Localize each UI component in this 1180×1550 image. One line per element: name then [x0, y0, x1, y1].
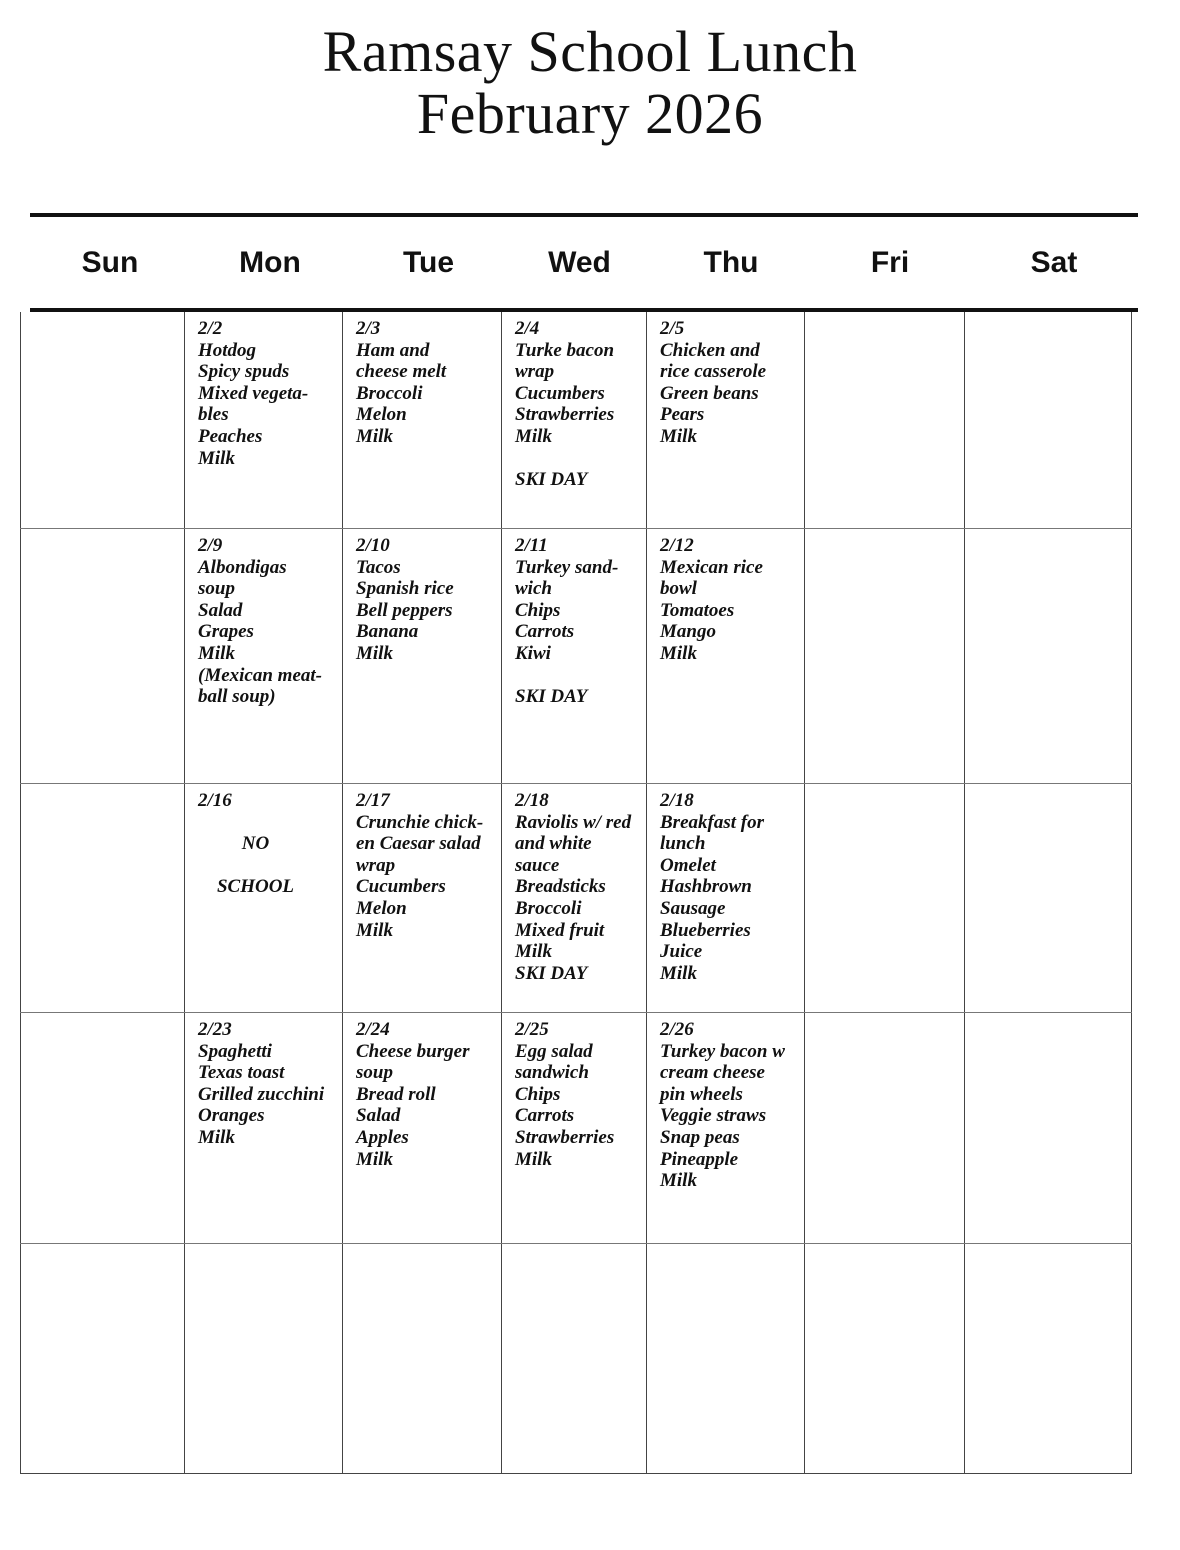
menu-item: bles	[198, 404, 229, 426]
grid-line	[646, 312, 647, 1474]
cell-date: 2/18	[515, 790, 549, 811]
day-header-sat: Sat	[1030, 246, 1078, 279]
cell-date: 2/9	[198, 535, 223, 556]
menu-item: Snap peas	[660, 1126, 740, 1148]
menu-item: Raviolis w/ red	[515, 811, 632, 833]
day-cell-2-2	[186, 312, 342, 528]
menu-item: Chips	[515, 599, 561, 621]
menu-item: Salad	[356, 1105, 401, 1127]
menu-item: Cucumbers	[356, 876, 446, 898]
grid-line	[342, 312, 343, 1474]
page-subtitle-month: February 2026	[416, 81, 764, 146]
day-cell-2-17	[344, 784, 501, 1012]
header-rule-top	[30, 213, 1138, 217]
menu-item: soup	[198, 578, 235, 600]
cell-date: 2/26	[660, 1019, 694, 1040]
menu-item: Turkey bacon w	[660, 1040, 785, 1062]
blank-line	[515, 665, 646, 687]
menu-item: Albondigas	[198, 556, 287, 578]
calendar-grid	[20, 312, 1132, 1474]
menu-item: Chips	[515, 1083, 561, 1105]
menu-item-note: ball soup)	[198, 686, 276, 708]
cell-date: 2/18	[660, 790, 694, 811]
cell-date: 2/5	[660, 318, 685, 339]
menu-item: Milk	[356, 642, 393, 664]
menu-item: Veggie straws	[660, 1105, 767, 1127]
day-header-tue: Tue	[402, 246, 455, 279]
menu-item: wich	[515, 578, 552, 600]
menu-item: cream cheese	[660, 1062, 765, 1084]
day-cell-2-24	[344, 1013, 501, 1243]
menu-item: Carrots	[515, 1105, 575, 1127]
menu-item: Salad	[198, 599, 243, 621]
cell-date: 2/10	[356, 535, 390, 556]
menu-item: Hotdog	[198, 339, 257, 361]
menu-item: Cucumbers	[515, 382, 605, 404]
menu-item: bowl	[660, 578, 697, 600]
grid-line	[964, 312, 965, 1474]
menu-item: Banana	[356, 621, 419, 643]
menu-item: Bread roll	[356, 1083, 436, 1105]
cell-date: 2/3	[356, 318, 381, 339]
menu-item: Broccoli	[356, 382, 423, 404]
day-header-thu: Thu	[703, 246, 759, 279]
menu-item: Grilled zucchini	[198, 1083, 325, 1105]
cell-date: 2/2	[198, 318, 223, 339]
menu-item: Mixed vegeta-	[198, 382, 309, 404]
ski-day-note: SKI DAY	[515, 962, 588, 984]
day-header-fri: Fri	[870, 246, 910, 279]
menu-item: rice casserole	[660, 361, 767, 383]
menu-item: Tacos	[356, 556, 401, 578]
menu-item: Pears	[660, 404, 705, 426]
grid-line	[20, 1473, 1132, 1474]
day-cell-2-9	[186, 529, 342, 783]
menu-item: Spanish rice	[356, 578, 454, 600]
menu-item: Mixed fruit	[515, 919, 605, 941]
cell-date: 2/16	[198, 790, 232, 811]
day-cell-2-23	[186, 1013, 342, 1243]
menu-item: Strawberries	[515, 1126, 615, 1148]
grid-line	[20, 1243, 1132, 1244]
cell-date: 2/11	[515, 535, 548, 556]
menu-item: pin wheels	[660, 1083, 743, 1105]
menu-item: Mexican rice	[660, 556, 763, 578]
no-school-note: NO	[241, 833, 270, 855]
day-header-mon: Mon	[239, 246, 301, 279]
day-cell-2-5	[648, 312, 804, 528]
day-cell-2-12	[648, 529, 804, 783]
menu-item: Kiwi	[515, 642, 551, 664]
menu-item: Crunchie chick-	[356, 811, 484, 833]
menu-item: Omelet	[660, 854, 716, 876]
day-cell-2-18-thu	[648, 784, 804, 1012]
menu-item: Strawberries	[515, 404, 615, 426]
menu-item: Turke bacon	[515, 339, 615, 361]
day-header-wed: Wed	[548, 246, 611, 279]
menu-item: Breakfast for	[660, 811, 764, 833]
day-cell-2-16	[186, 784, 342, 1012]
menu-item: Grapes	[198, 621, 254, 643]
menu-item: Milk	[515, 941, 552, 963]
menu-item: lunch	[660, 833, 706, 855]
day-cell-2-26	[648, 1013, 804, 1243]
menu-item: and white	[515, 833, 592, 855]
menu-item-note: (Mexican meat-	[198, 664, 323, 686]
menu-item: Carrots	[515, 621, 575, 643]
menu-item: Juice	[660, 941, 703, 963]
menu-item: Milk	[356, 919, 393, 941]
menu-item: Breadsticks	[515, 876, 606, 898]
menu-item: Tomatoes	[660, 599, 735, 621]
day-cell-2-18-wed	[503, 784, 646, 1012]
grid-line	[184, 312, 185, 1474]
menu-item: Ham and	[356, 339, 430, 361]
day-cell-2-11	[503, 529, 646, 783]
day-cell-2-25	[503, 1013, 646, 1243]
menu-item: soup	[356, 1062, 393, 1084]
menu-item: sandwich	[515, 1062, 589, 1084]
no-school-note: SCHOOL	[216, 876, 295, 898]
menu-item: Milk	[515, 1148, 552, 1170]
menu-item: Milk	[515, 425, 552, 447]
menu-item: Egg salad	[515, 1040, 593, 1062]
day-cell-2-3	[344, 312, 501, 528]
day-cell-2-4	[503, 312, 646, 528]
menu-item: Bell peppers	[356, 599, 453, 621]
menu-item: Oranges	[198, 1105, 265, 1127]
menu-item: Texas toast	[198, 1062, 285, 1084]
cell-date: 2/25	[515, 1019, 549, 1040]
menu-item: wrap	[515, 361, 555, 383]
grid-line	[1131, 312, 1132, 1474]
menu-item: Cheese burger	[356, 1040, 470, 1062]
menu-item: Mango	[660, 621, 716, 643]
menu-item: Milk	[660, 962, 697, 984]
menu-item: Milk	[198, 1126, 235, 1148]
menu-item: Hashbrown	[660, 876, 752, 898]
menu-item: Milk	[660, 425, 697, 447]
blank-line	[515, 448, 646, 470]
menu-item: Spicy spuds	[198, 361, 290, 383]
cell-date: 2/23	[198, 1019, 232, 1040]
ski-day-note: SKI DAY	[515, 686, 588, 708]
menu-item: sauce	[515, 854, 560, 876]
menu-item: Green beans	[660, 382, 759, 404]
grid-line	[804, 312, 805, 1474]
day-cell-2-10	[344, 529, 501, 783]
menu-item: en Caesar salad	[356, 833, 481, 855]
menu-item: Milk	[660, 1170, 697, 1192]
cell-date: 2/24	[356, 1019, 390, 1040]
menu-item: Milk	[356, 1148, 393, 1170]
menu-item: Turkey sand-	[515, 556, 619, 578]
menu-item: Broccoli	[515, 897, 582, 919]
menu-item: Blueberries	[660, 919, 751, 941]
ski-day-note: SKI DAY	[515, 469, 588, 491]
menu-item: Milk	[356, 425, 393, 447]
cell-date: 2/17	[356, 790, 390, 811]
menu-item: wrap	[356, 854, 396, 876]
menu-item: Melon	[356, 897, 407, 919]
page-title: Ramsay School Lunch	[322, 19, 858, 84]
menu-item: Melon	[356, 404, 407, 426]
cell-date: 2/4	[515, 318, 540, 339]
menu-item: Milk	[198, 642, 235, 664]
menu-item: Milk	[660, 642, 697, 664]
menu-item: cheese melt	[356, 361, 447, 383]
menu-item: Milk	[198, 447, 235, 469]
menu-item: Pineapple	[660, 1148, 739, 1170]
menu-item: Spaghetti	[198, 1040, 272, 1062]
menu-item: Apples	[356, 1126, 409, 1148]
day-header-sun: Sun	[81, 246, 139, 279]
menu-item: Peaches	[198, 425, 263, 447]
grid-line	[501, 312, 502, 1474]
menu-item: Chicken and	[660, 339, 760, 361]
menu-item: Sausage	[660, 897, 726, 919]
grid-line	[20, 312, 21, 1474]
cell-date: 2/12	[660, 535, 694, 556]
